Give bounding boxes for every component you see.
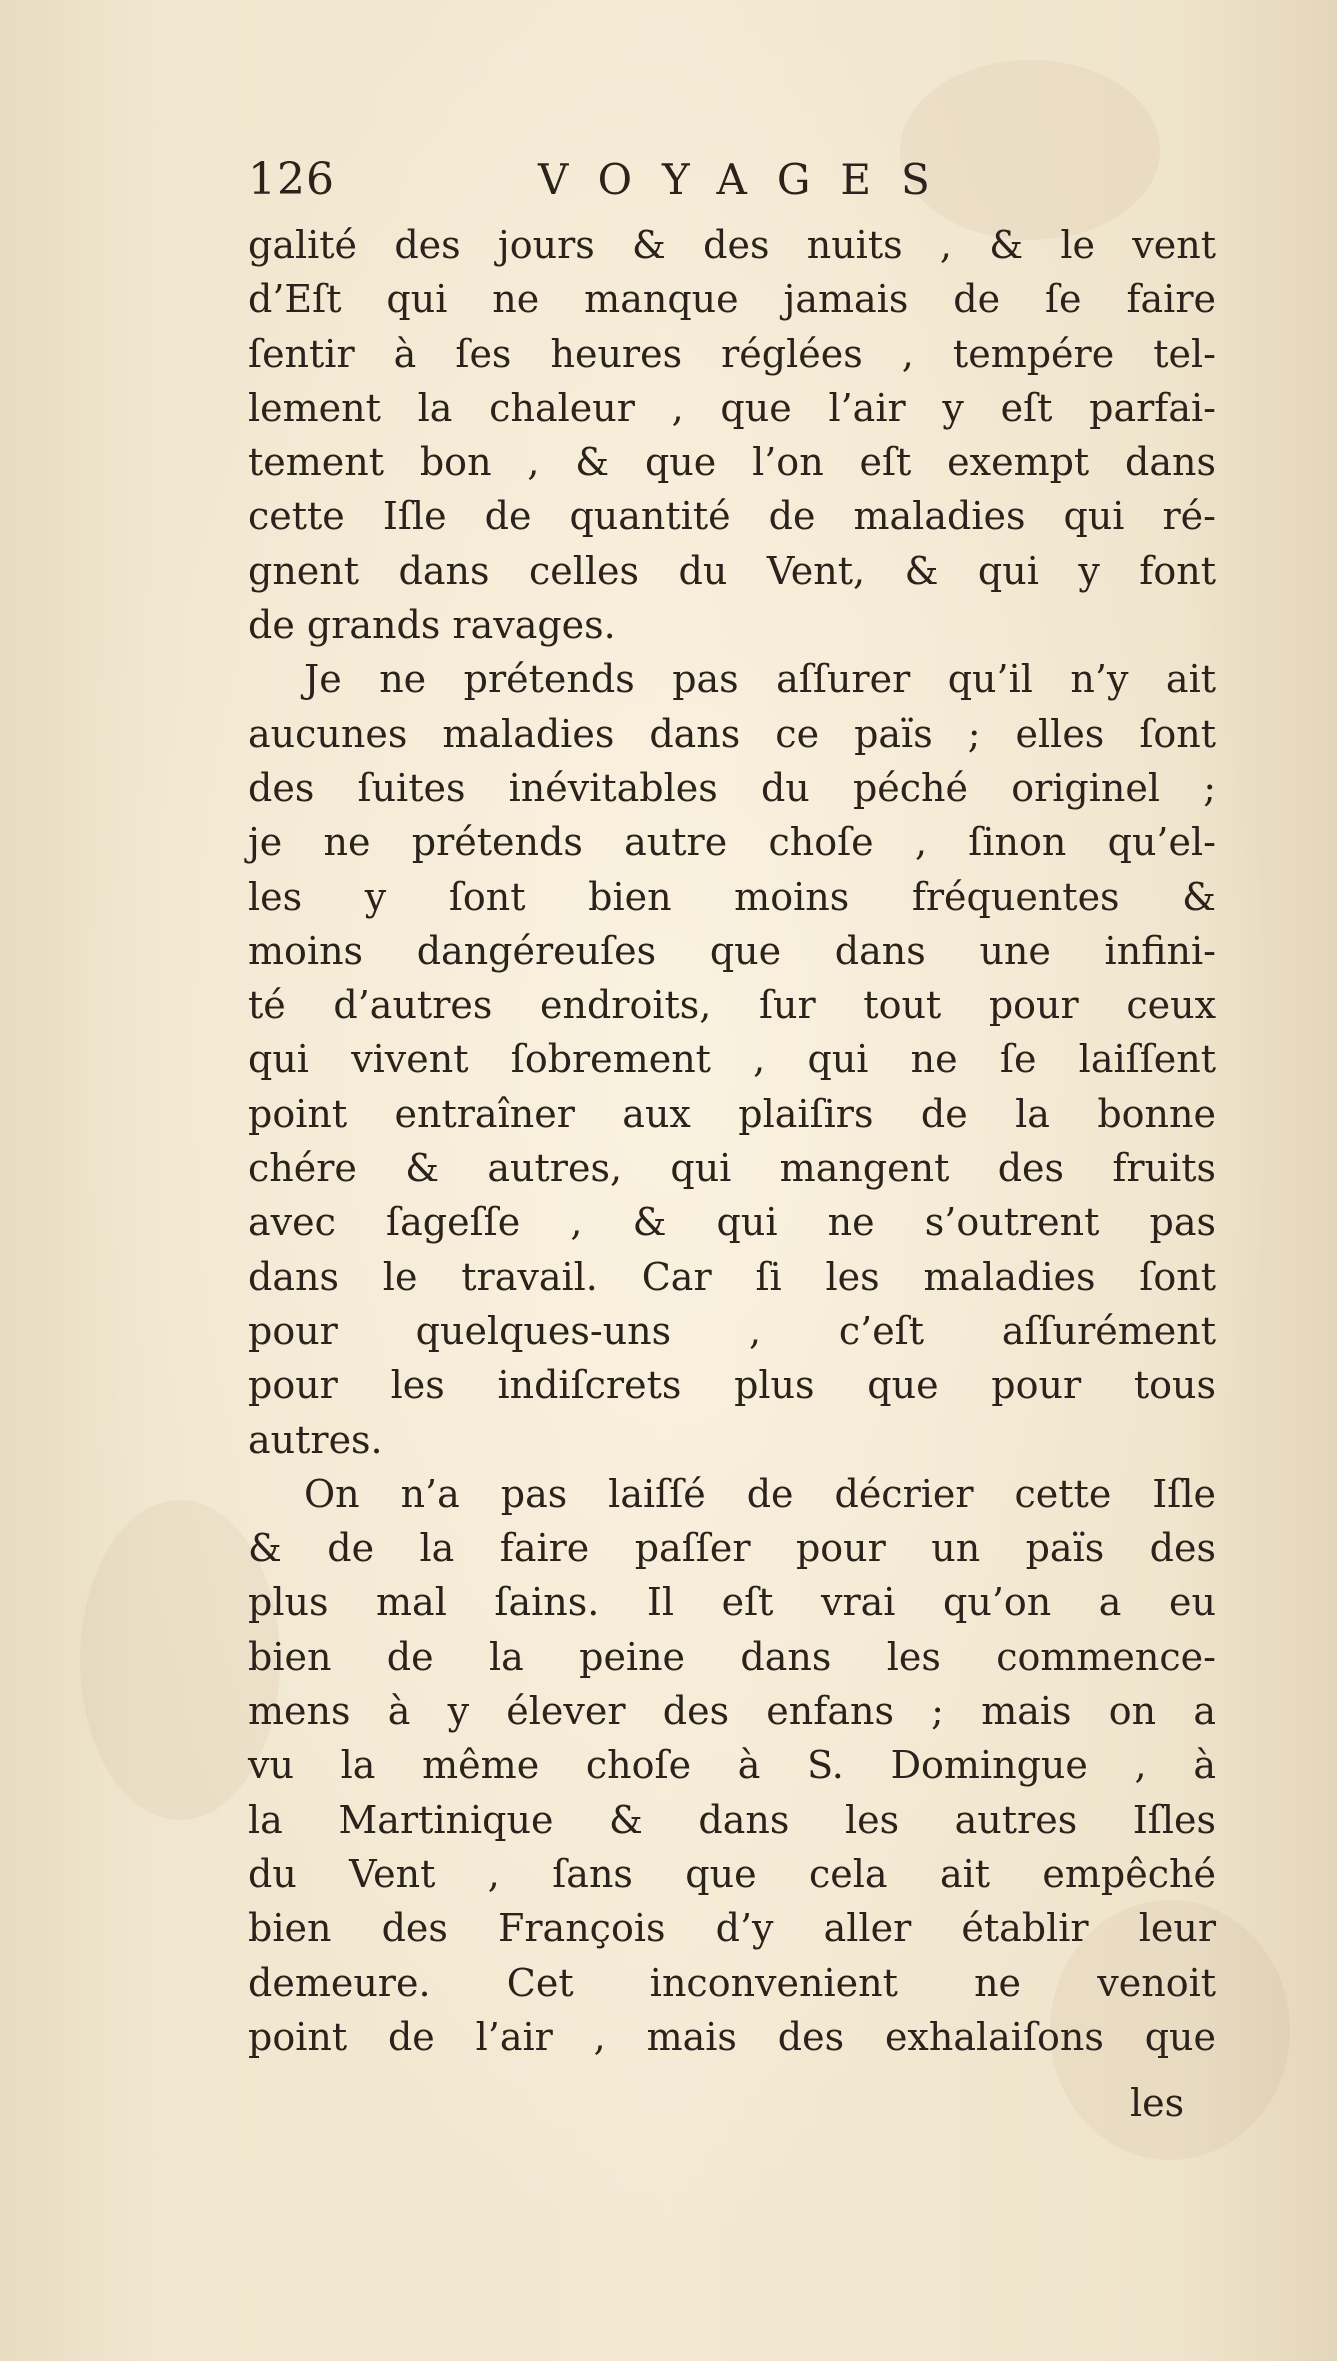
text-line: vu la même choſe à S. Domingue , à: [248, 1743, 1216, 1788]
text-line: pour les indiſcrets plus que pour tous: [248, 1363, 1216, 1408]
text-line: point de l’air , mais des exhalaiſons que: [248, 2014, 1216, 2059]
text-line: mens à y élever des enfans ; mais on a: [248, 1689, 1216, 1734]
text-line: cette Iſle de quantité de maladies qui ré-: [248, 494, 1216, 539]
text-line: té d’autres endroits, ſur tout pour ceux: [248, 983, 1216, 1028]
text-line: je ne prétends autre choſe , ſinon qu’el-: [248, 820, 1216, 865]
text-line: gnent dans celles du Vent, & qui y font: [248, 548, 1216, 593]
running-head: VOYAGES: [538, 155, 960, 204]
text-line: chére & autres, qui mangent des fruits: [248, 1146, 1216, 1191]
page-header: [248, 150, 1048, 210]
body-text: [248, 218, 1216, 2064]
text-line: des ſuites inévitables du péché originel ;: [248, 765, 1216, 810]
text-line: lement la chaleur , que l’air y eſt parfai-: [248, 385, 1216, 430]
text-line: autres.: [248, 1417, 383, 1462]
text-line: On n’a pas laiſſé de décrier cette Iſle: [304, 1471, 1216, 1516]
text-line: d’Eſt qui ne manque jamais de ſe faire: [248, 277, 1216, 322]
text-line: point entraîner aux plaiſirs de la bonne: [248, 1091, 1216, 1136]
text-line: bien de la peine dans les commence-: [248, 1634, 1216, 1679]
text-line: ſentir à ſes heures réglées , tempére tel-: [248, 331, 1216, 376]
text-line: Je ne prétends pas aſſurer qu’il n’y ait: [304, 657, 1216, 702]
text-line: pour quelques-uns , c’eſt aſſurément: [248, 1308, 1216, 1353]
page-number: 126: [248, 154, 335, 205]
text-line: bien des François d’y aller établir leur: [248, 1906, 1216, 1951]
text-line: & de la faire paſſer pour un païs des: [248, 1526, 1216, 1571]
text-line: demeure. Cet inconvenient ne venoit: [248, 1960, 1216, 2005]
text-line: qui vivent ſobrement , qui ne ſe laiſſent: [248, 1037, 1216, 1082]
text-line: moins dangéreuſes que dans une infini-: [248, 928, 1216, 973]
text-line: dans le travail. Car ſi les maladies ſont: [248, 1254, 1216, 1299]
text-line: tement bon , & que l’on eſt exempt dans: [248, 440, 1216, 485]
text-line: galité des jours & des nuits , & le vent: [248, 223, 1216, 267]
text-line: du Vent , ſans que cela ait empêché: [248, 1851, 1216, 1896]
catchword: les: [1130, 2081, 1185, 2125]
text-line: aucunes maladies dans ce païs ; elles ſont: [248, 711, 1216, 756]
text-line: avec ſageſſe , & qui ne s’outrent pas: [248, 1200, 1216, 1245]
text-line: la Martinique & dans les autres Iſles: [248, 1797, 1216, 1842]
text-line: de grands ravages.: [248, 603, 616, 648]
text-line: plus mal ſains. Il eſt vrai qu’on a eu: [248, 1580, 1216, 1625]
text-line: les y ſont bien moins fréquentes &: [248, 874, 1216, 919]
